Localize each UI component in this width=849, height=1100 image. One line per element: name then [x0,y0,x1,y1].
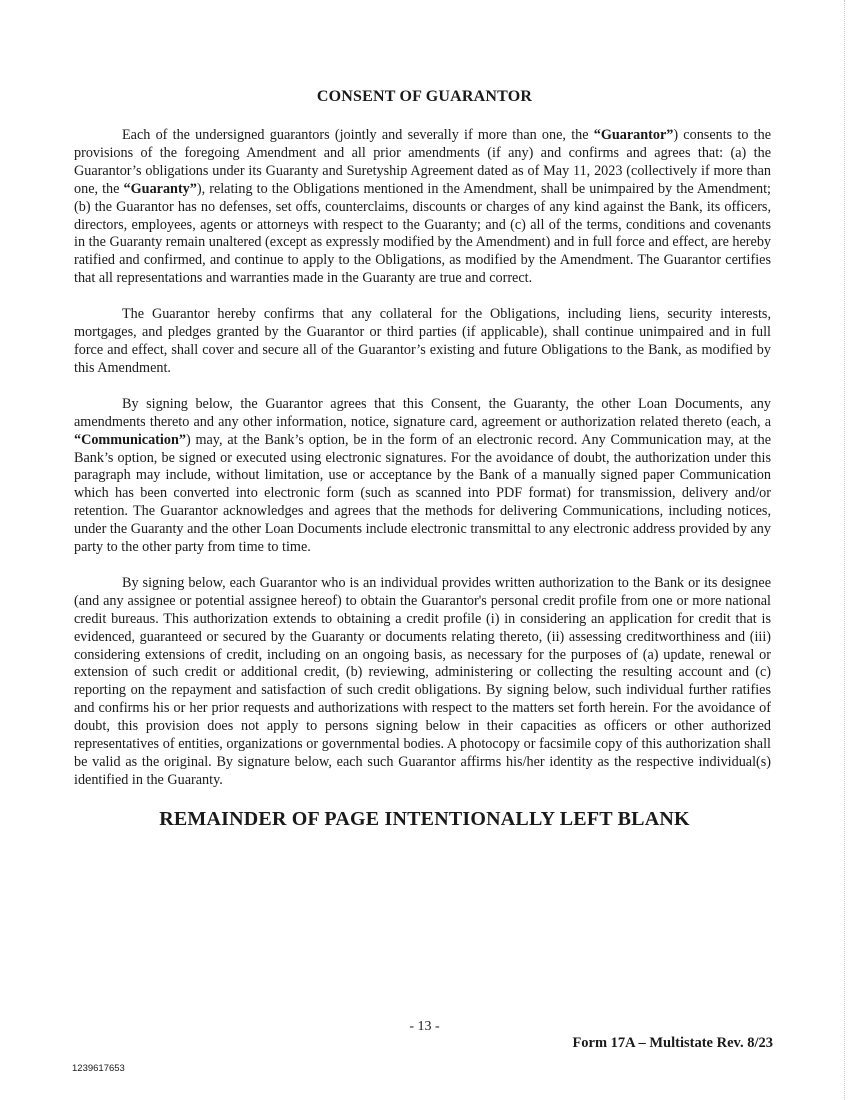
paragraph-credit-authorization: By signing below, each Guarantor who is an individual provides written authorization to the Bank or its designee (and any assignee or potential assignee hereof) to obtain the Guarantor's personal credit profile from one or more national credit bureaus. This authorization extends to obtaining a credit profile (i) in considering an application for credit that is evidenced, guaranteed or secured by the Guaranty or documents relating thereto, (ii) assessing creditworthiness and (iii) considering extensions of credit, including on an ongoing basis, as necessary for the purposes of (a) update, renewal or extension of such credit or additional credit, (b) reviewing, administering or collecting the resulting account and (c) reporting on the repayment and satisfaction of such credit obligations. By signing below, such individual further ratifies and confirms his or her prior requests and authorizations with respect to the matters set forth herein. For the avoidance of doubt, this provision does not apply to persons signing below in their capacities as officers or other authorized representatives of entities, organizations or governmental bodies. A photocopy or facsimile copy of this authorization shall be valid as the original. By signature below, each such Guarantor affirms his/her identity as the respective individual(s) identified in the Guaranty. [74,574,771,788]
page-edge-line [844,0,845,1100]
document-title: CONSENT OF GUARANTOR [316,88,533,105]
defined-term-communication: “Communication” [74,431,186,448]
page-number: - 13 - [409,1019,440,1034]
defined-term-guaranty: “Guaranty” [123,180,197,197]
remainder-blank-notice: REMAINDER OF PAGE INTENTIONALLY LEFT BLANK [159,808,690,830]
document-id: 1239617653 [72,1063,125,1074]
form-identifier: Form 17A – Multistate Rev. 8/23 [572,1035,773,1051]
document-body [74,127,771,808]
paragraph-electronic-records: By signing below, the Guarantor agrees that this Consent, the Guaranty, the other Loan Documents, any amendments thereto and any other information, notice, signature card, agreement or authorization related thereto (each, a “Communication”) may, at the Bank’s option, be in the form of an electronic record. Any Communication may, at the Bank’s option, be signed or executed using electronic signatures. For the avoidance of doubt, the authorization under this paragraph may include, without limitation, use or acceptance by the Bank of a manually signed paper Communication which has been converted into electronic form (such as scanned into PDF format) for transmission, delivery and/or retention. The Guarantor acknowledges and agrees that the methods for delivering Communications, including notices, under the Guaranty and the other Loan Documents include electronic transmittal to any electronic address provided by any party to the other party from time to time. [74,395,771,556]
paragraph-guaranty-consent: Each of the undersigned guarantors (jointly and severally if more than one, the “Guarantor”) consents to the provisions of the foregoing Amendment and all prior amendments (if any) and confirms and agrees that: (a) the Guarantor’s obligations under its Guaranty and Suretyship Agreement dated as of May 11, 2023 (collectively if more than one, the “Guaranty”), relating to the Obligations mentioned in the Amendment, shall be unimpaired by the Amendment; (b) the Guarantor has no defenses, set offs, counterclaims, discounts or charges of any kind against the Bank, its officers, directors, employees, agents or attorneys with respect to the Guaranty; and (c) all of the terms, conditions and covenants in the Guaranty remain unaltered (except as expressly modified by the Amendment) and in full force and effect, are hereby ratified and confirmed, and continue to apply to the Obligations, as modified by the Amendment. The Guarantor certifies that all representations and warranties made in the Guaranty are true and correct. [74,127,772,287]
paragraph-collateral: The Guarantor hereby confirms that any collateral for the Obligations, including liens, security interests, mortgages, and pledges granted by the Guarantor or third parties (if applicable), shall continue unimpaired and in full force and effect, shall cover and secure all of the Guarantor’s existing and future Obligations to the Bank, as modified by this Amendment. [74,306,771,376]
defined-term-guarantor: “Guarantor” [593,127,674,143]
